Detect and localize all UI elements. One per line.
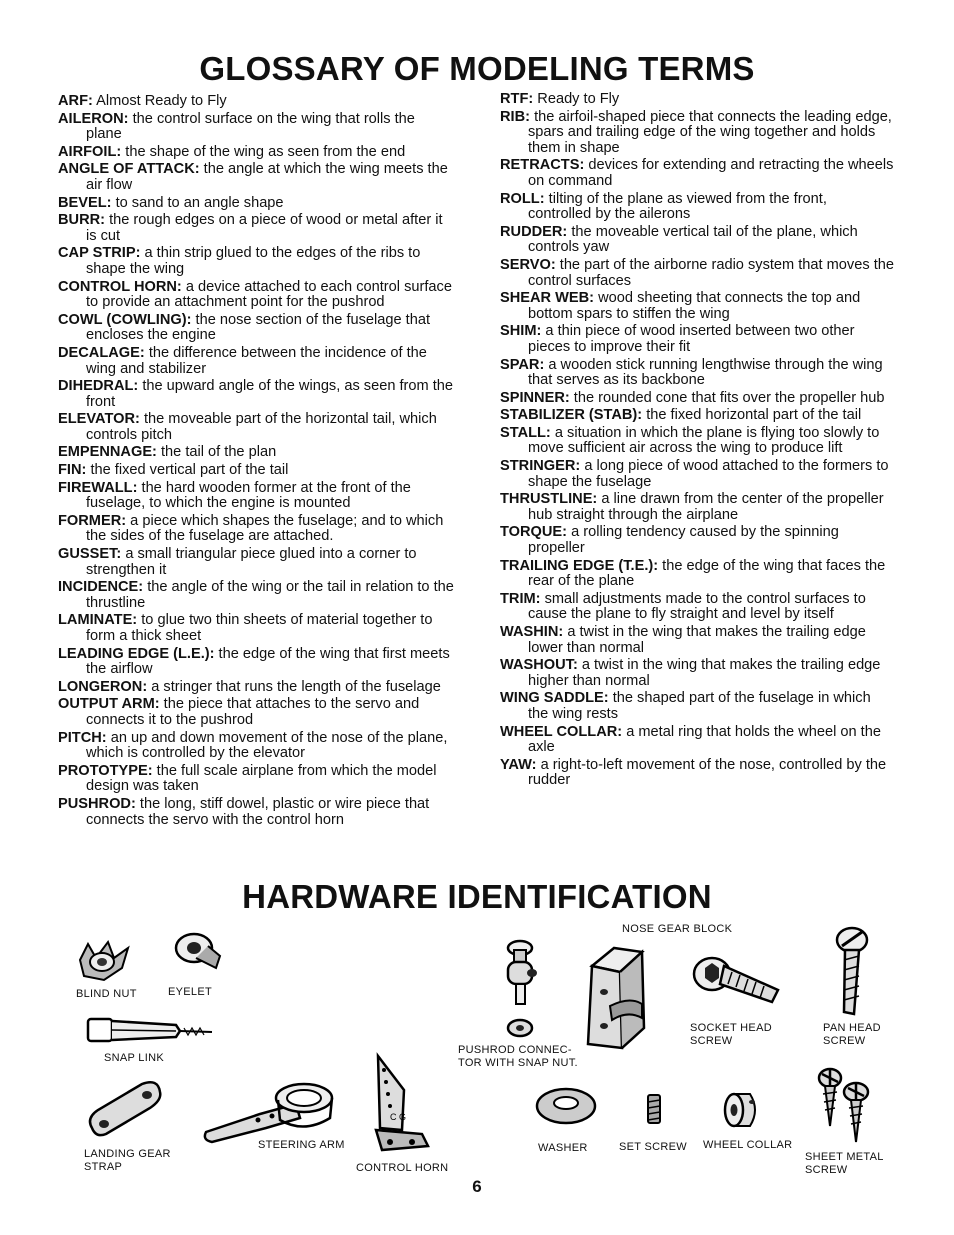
snap-link-illustration — [84, 1014, 216, 1048]
glossary-entry — [500, 625, 894, 656]
glossary-entry — [58, 112, 454, 143]
glossary-definition: the tail of the plan — [160, 444, 277, 461]
glossary-term: ROLL: — [500, 190, 545, 207]
glossary-term: RUDDER: — [500, 223, 568, 240]
glossary-entry — [500, 492, 894, 523]
glossary-entry — [500, 92, 894, 108]
glossary-term: WASHOUT: — [500, 657, 578, 674]
glossary-entry — [500, 225, 894, 256]
sheet-metal-screw-label-line2: SCREW — [805, 1164, 848, 1176]
glossary-entry — [58, 481, 454, 512]
glossary-definition: the airfoil-shaped piece that connects the leading edge, spars and trailing edge of the wing together and holds them in shape — [528, 108, 892, 156]
glossary-definition: a long piece of wood attached to the formers to shape the fuselage — [528, 458, 889, 490]
glossary-definition: a right-to-left movement of the nose, controlled by the rudder — [528, 756, 887, 789]
blind-nut-illustration — [74, 938, 134, 986]
socket-head-screw-label-line1: SOCKET HEAD — [690, 1022, 772, 1034]
sheet-metal-screws-illustration — [816, 1066, 880, 1144]
glossary-definition: the full scale airplane from which the model design was taken — [86, 762, 437, 795]
glossary-definition: Ready to Fly — [537, 91, 620, 107]
pushrod-connector-label-line1: PUSHROD CONNEC- — [458, 1044, 572, 1056]
glossary-entry — [58, 697, 454, 728]
glossary-term: COWL (COWLING): — [58, 311, 192, 328]
glossary-entry — [500, 408, 894, 424]
glossary-term: CAP STRIP: — [58, 245, 141, 262]
glossary-definition: the rough edges on a piece of wood or metal after it is cut — [86, 212, 443, 244]
glossary-term: ELEVATOR: — [58, 411, 140, 428]
glossary-entry — [58, 764, 454, 795]
steering-arm-label: STEERING ARM — [258, 1139, 345, 1151]
glossary-term: AILERON: — [58, 110, 129, 127]
glossary-term: STABILIZER (STAB): — [500, 407, 643, 424]
glossary-definition: the edge of the wing that first meets the airflow — [86, 645, 450, 678]
glossary-term: LAMINATE: — [58, 612, 138, 629]
glossary-term: CONTROL HORN: — [58, 278, 182, 295]
glossary-entry — [58, 463, 454, 479]
glossary-definition: the fixed horizontal part of the tail — [646, 407, 862, 424]
eyelet-illustration — [172, 928, 228, 982]
glossary-term: LONGERON: — [58, 678, 148, 695]
glossary-term: RTF: — [500, 91, 534, 107]
nose-gear-block-label: NOSE GEAR BLOCK — [622, 923, 733, 935]
glossary-entry — [58, 647, 454, 678]
glossary-term: INCIDENCE: — [58, 579, 144, 596]
glossary-entry — [58, 412, 454, 443]
glossary-entry — [500, 691, 894, 722]
glossary-term: DIHEDRAL: — [58, 378, 139, 395]
glossary-entry — [500, 459, 894, 490]
wheel-collar-illustration — [722, 1088, 762, 1132]
glossary-definition: a line drawn from the center of the propeller hub straight through the airplane — [528, 491, 884, 523]
landing-gear-strap-label-line2: STRAP — [84, 1161, 123, 1173]
glossary-definition: the angle at which the wing meets the air flow — [86, 161, 448, 193]
glossary-term: ARF: — [58, 93, 93, 109]
glossary-term: TRAILING EDGE (T.E.): — [500, 557, 659, 574]
glossary-term: STALL: — [500, 424, 551, 441]
glossary-definition: the shape of the wing as seen from the end — [125, 143, 406, 160]
glossary-entry — [58, 445, 454, 461]
glossary-entry — [58, 162, 454, 193]
glossary-term: LEADING EDGE (L.E.): — [58, 645, 215, 662]
glossary-term: YAW: — [500, 756, 537, 773]
pan-head-screw-label — [823, 1022, 881, 1048]
glossary-definition: the moveable part of the horizontal tail, which controls pitch — [86, 411, 437, 443]
glossary-definition: wood sheeting that connects the top and bottom spars to stiffen the wing — [528, 290, 861, 322]
glossary-entry — [500, 158, 894, 189]
glossary-definition: a twist in the wing that makes the trailing edge lower than normal — [528, 624, 866, 656]
pan-head-screw-label-line2: SCREW — [823, 1035, 866, 1047]
sheet-metal-screw-label — [805, 1151, 884, 1177]
landing-gear-strap-label-line1: LANDING GEAR — [84, 1148, 171, 1160]
glossary-entry — [500, 110, 894, 157]
glossary-definition: the control surface on the wing that rolls the plane — [86, 110, 415, 143]
glossary-term: BURR: — [58, 212, 106, 229]
glossary-definition: a stringer that runs the length of the fuselage — [151, 678, 441, 695]
glossary-entry — [500, 525, 894, 556]
glossary-definition: a wooden stick running lengthwise through the wing that serves as its backbone — [528, 356, 883, 389]
glossary-entry — [58, 145, 454, 161]
glossary-right-column — [500, 92, 894, 791]
glossary-term: RETRACTS: — [500, 157, 585, 174]
glossary-definition: Almost Ready to Fly — [96, 93, 227, 109]
glossary-entry — [58, 797, 454, 828]
glossary-term: BEVEL: — [58, 194, 112, 211]
hardware-title: HARDWARE IDENTIFICATION — [242, 878, 712, 915]
glossary-entry — [500, 291, 894, 322]
glossary-entry — [500, 324, 894, 355]
glossary-definition: to glue two thin sheets of material together to form a thick sheet — [86, 612, 433, 644]
landing-gear-strap-label — [84, 1148, 171, 1174]
glossary-definition: the shaped part of the fuselage in which the wing rests — [528, 690, 871, 722]
socket-head-screw-label-line2: SCREW — [690, 1035, 733, 1047]
glossary-definition: the difference between the incidence of the wing and stabilizer — [86, 344, 427, 377]
glossary-term: DECALAGE: — [58, 344, 145, 361]
glossary-definition: a device attached to each control surface to provide an attachment point for the pushrod — [86, 278, 452, 311]
nose-gear-block-illustration — [584, 944, 648, 1054]
glossary-entry — [58, 580, 454, 611]
glossary-term: SHIM: — [500, 323, 542, 340]
glossary-entry — [500, 758, 894, 789]
glossary-entry — [58, 280, 454, 311]
washer-label: WASHER — [538, 1142, 588, 1154]
glossary-definition: the piece that attaches to the servo and connects it to the pushrod — [86, 696, 420, 728]
washer-illustration — [534, 1086, 598, 1126]
glossary-definition: the edge of the wing that faces the rear of the plane — [528, 557, 886, 590]
control-horn-marking: C G — [390, 1112, 407, 1122]
glossary-entry — [500, 658, 894, 689]
glossary-entry — [58, 613, 454, 644]
landing-gear-strap-illustration — [84, 1078, 166, 1140]
snap-link-label: SNAP LINK — [104, 1052, 164, 1064]
glossary-entry — [500, 725, 894, 756]
glossary-entry — [58, 680, 454, 696]
glossary-definition: a thin strip glued to the edges of the ribs to shape the wing — [86, 245, 421, 277]
glossary-definition: a thin piece of wood inserted between two other pieces to improve their fit — [528, 323, 855, 355]
pan-head-screw-label-line1: PAN HEAD — [823, 1022, 881, 1034]
glossary-definition: the hard wooden former at the front of the fuselage, to which the engine is mounted — [86, 479, 411, 512]
glossary-term: WING SADDLE: — [500, 690, 609, 707]
glossary-entry — [500, 258, 894, 289]
glossary-term: TORQUE: — [500, 524, 568, 541]
glossary-entry — [500, 426, 894, 457]
glossary-definition: devices for extending and retracting the wheels on command — [528, 157, 894, 189]
glossary-term: TRIM: — [500, 590, 541, 607]
glossary-definition: small adjustments made to the control surfaces to cause the plane to fly straight and level by itself — [528, 590, 866, 623]
glossary-entry — [58, 313, 454, 344]
glossary-entry — [58, 547, 454, 578]
set-screw-illustration — [644, 1092, 664, 1126]
glossary-term: FIN: — [58, 462, 87, 479]
glossary-entry — [58, 213, 454, 244]
glossary-left-column — [58, 94, 454, 830]
glossary-term: STRINGER: — [500, 458, 581, 475]
glossary-definition: the long, stiff dowel, plastic or wire piece that connects the servo with the control horn — [86, 795, 430, 828]
glossary-definition: an up and down movement of the nose of the plane, which is controlled by the elevator — [86, 729, 448, 762]
glossary-entry — [58, 94, 454, 110]
glossary-term: PITCH: — [58, 729, 107, 746]
glossary-term: WASHIN: — [500, 624, 564, 640]
glossary-entry — [58, 196, 454, 212]
glossary-term: PUSHROD: — [58, 795, 136, 812]
glossary-definition: the upward angle of the wings, as seen from the front — [86, 378, 454, 410]
glossary-entry — [500, 559, 894, 590]
glossary-definition: a rolling tendency caused by the spinning propeller — [528, 524, 839, 557]
glossary-term: FIREWALL: — [58, 479, 138, 496]
pushrod-connector-label-line2: TOR WITH SNAP NUT. — [458, 1057, 578, 1069]
glossary-definition: a piece which shapes the fuselage; and to which the sides of the fuselage are attached. — [86, 512, 444, 545]
socket-head-screw-label — [690, 1022, 772, 1048]
glossary-entry — [58, 246, 454, 277]
glossary-definition: a small triangular piece glued into a corner to strengthen it — [86, 546, 417, 578]
glossary-term: THRUSTLINE: — [500, 491, 598, 508]
blind-nut-label: BLIND NUT — [76, 988, 137, 1000]
glossary-term: SPAR: — [500, 356, 545, 373]
glossary-definition: to sand to an angle shape — [115, 194, 284, 211]
glossary-definition: the moveable vertical tail of the plane, which controls yaw — [528, 223, 858, 256]
pan-head-screw-illustration — [830, 926, 870, 1018]
glossary-definition: tilting of the plane as viewed from the front, controlled by the ailerons — [528, 190, 827, 223]
wheel-collar-label: WHEEL COLLAR — [703, 1139, 793, 1151]
page-number: 6 — [472, 1177, 482, 1196]
glossary-entry — [58, 514, 454, 545]
glossary-term: GUSSET: — [58, 546, 122, 563]
pushrod-connector-label — [458, 1044, 578, 1070]
glossary-entry — [500, 592, 894, 623]
glossary-entry — [58, 379, 454, 410]
steering-arm-illustration — [200, 1080, 342, 1146]
glossary-definition: the part of the airborne radio system that moves the control surfaces — [528, 256, 894, 289]
glossary-term: SPINNER: — [500, 389, 570, 406]
glossary-term: SERVO: — [500, 256, 556, 273]
glossary-definition: a situation in which the plane is flying too slowly to move sufficient air across the wing to produce lift — [528, 424, 880, 457]
glossary-term: PROTOTYPE: — [58, 762, 153, 779]
set-screw-label: SET SCREW — [619, 1141, 687, 1153]
eyelet-label: EYELET — [168, 986, 212, 998]
glossary-term: EMPENNAGE: — [58, 444, 157, 461]
glossary-definition: the fixed vertical part of the tail — [90, 462, 289, 479]
glossary-term: RIB: — [500, 108, 530, 125]
glossary-entry — [500, 358, 894, 389]
glossary-entry — [500, 192, 894, 223]
glossary-term: SHEAR WEB: — [500, 290, 595, 307]
glossary-title: GLOSSARY OF MODELING TERMS — [199, 50, 755, 87]
glossary-definition: the angle of the wing or the tail in relation to the thrustline — [86, 579, 454, 611]
socket-head-screw-illustration — [692, 952, 784, 1010]
glossary-definition: the rounded cone that fits over the propeller hub — [573, 389, 885, 406]
pushrod-connector-illustration — [498, 938, 546, 1044]
glossary-term: ANGLE OF ATTACK: — [58, 161, 200, 178]
control-horn-illustration — [366, 1050, 436, 1158]
sheet-metal-screw-label-line1: SHEET METAL — [805, 1151, 884, 1163]
glossary-entry — [58, 346, 454, 377]
control-horn-label: CONTROL HORN — [356, 1162, 449, 1174]
glossary-term: WHEEL COLLAR: — [500, 723, 623, 740]
glossary-term: OUTPUT ARM: — [58, 696, 160, 713]
glossary-definition: a metal ring that holds the wheel on the axle — [528, 723, 881, 756]
glossary-definition: the nose section of the fuselage that encloses the engine — [86, 311, 431, 344]
glossary-entry — [500, 391, 894, 407]
glossary-term: FORMER: — [58, 512, 127, 529]
glossary-entry — [58, 731, 454, 762]
glossary-definition: a twist in the wing that makes the trailing edge higher than normal — [528, 657, 881, 689]
glossary-term: AIRFOIL: — [58, 143, 122, 160]
